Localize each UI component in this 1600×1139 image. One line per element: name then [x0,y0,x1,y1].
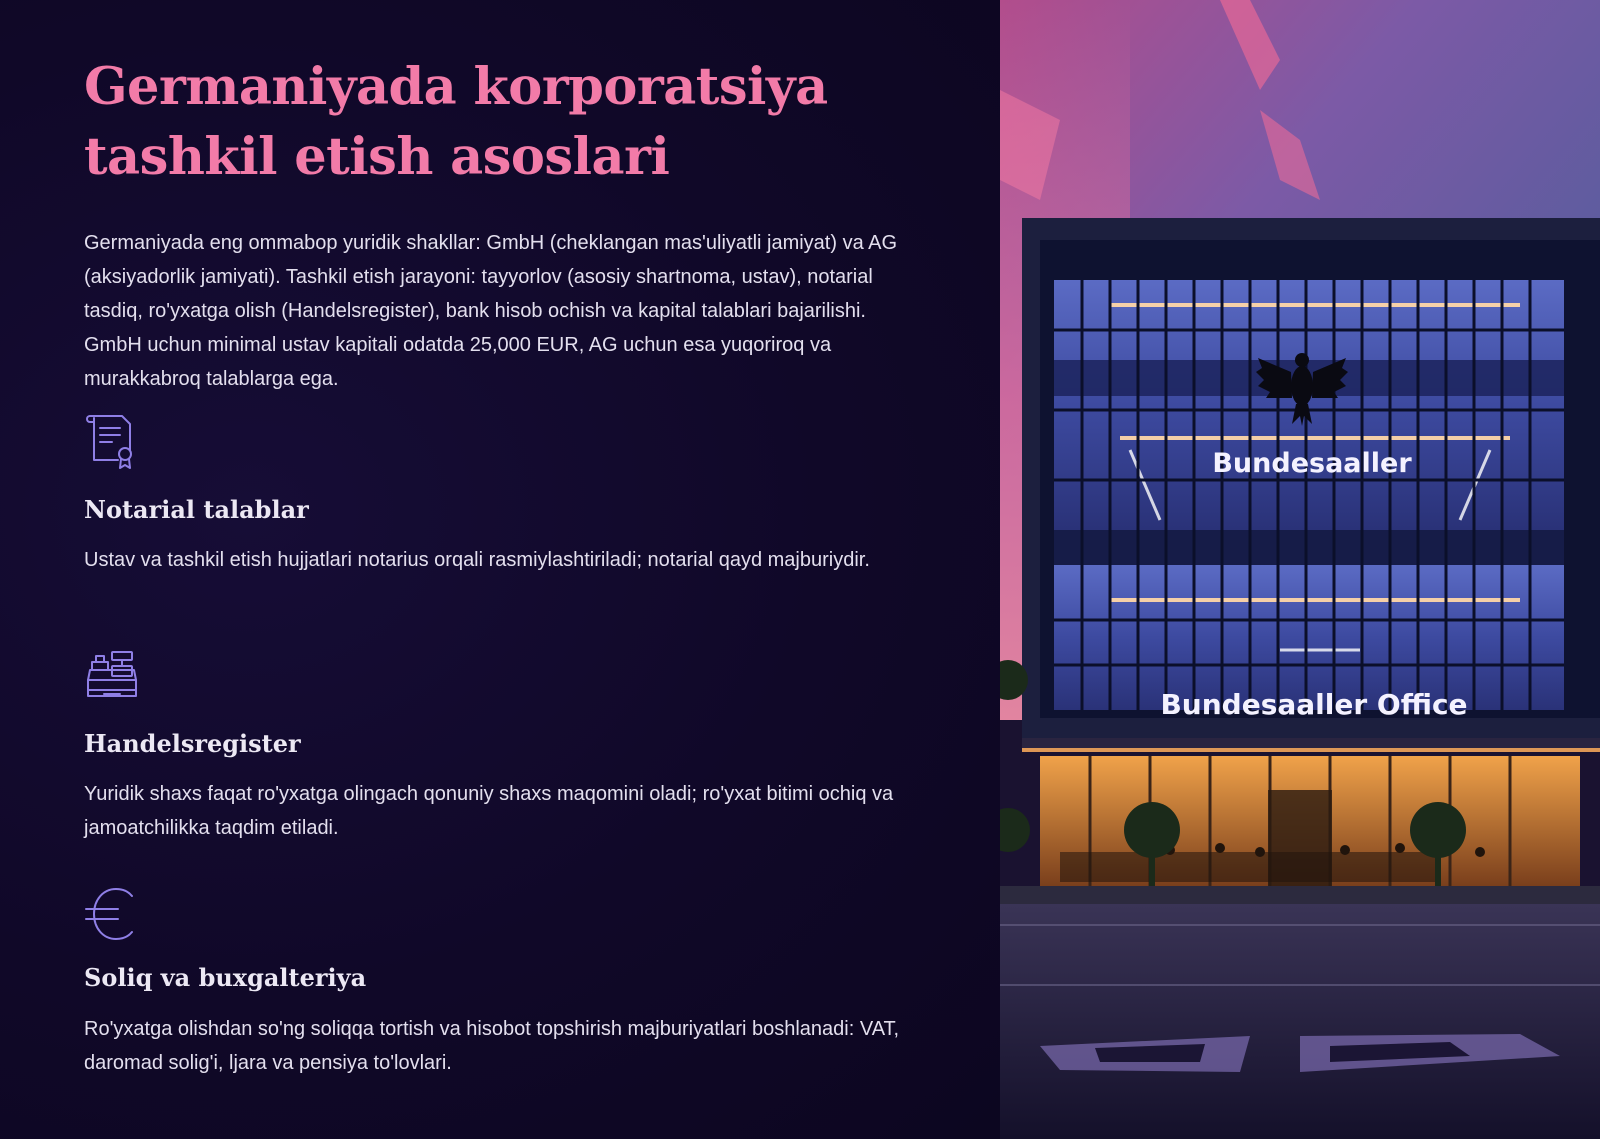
building-sign-upper: Bundesaaller [1212,448,1412,479]
intro-paragraph: Germaniyada eng ommabop yuridik shakllar: GmbH (cheklangan mas'uliyatli jamiyat) va AG (aksiyadorlik jamiyati). Tashkil etish jarayoni: tayyorlov (asosiy shartnoma, ustav), notarial tasdiq, ro'yxatga olish (Handelsregister), bank hisob ochish va kapital talablari bajarilishi. GmbH uchun minimal ustav kapitali odatda 25,000 EUR, AG uchun esa yuqoriroq va murakkabroq talablarga ega. [84,232,898,390]
feature-text: Ro'yxatga olishdan so'ng soliqqa tortish va hisobot topshirish majburiyatlari boshlanadi: VAT, daromad solig'i, ljara va pensiya to'lovlari. [84,1018,900,1074]
office-building-photo [1000,0,1600,1139]
euro-icon [82,884,142,944]
feature-title: Notarial talablar [84,495,309,524]
building-sign-lower: Bundesaaller Office [1160,688,1468,721]
cash-register-icon [82,648,142,708]
certificate-icon [82,410,142,470]
feature-title: Handelsregister [84,729,301,758]
feature-title: Soliq va buxgalteriya [84,963,367,992]
feature-text: Ustav va tashkil etish hujjatlari notarius orqali rasmiylashtiriladi; notarial qayd majburiydir. [84,549,870,571]
feature-text: Yuridik shaxs faqat ro'yxatga olingach qonuniy shaxs maqomini oladi; ro'yxat bitimi ochiq va jamoatchilikka taqdim etiladi. [84,783,894,839]
page-title: Germaniyada korporatsiya tashkil etish asoslari [84,57,828,187]
